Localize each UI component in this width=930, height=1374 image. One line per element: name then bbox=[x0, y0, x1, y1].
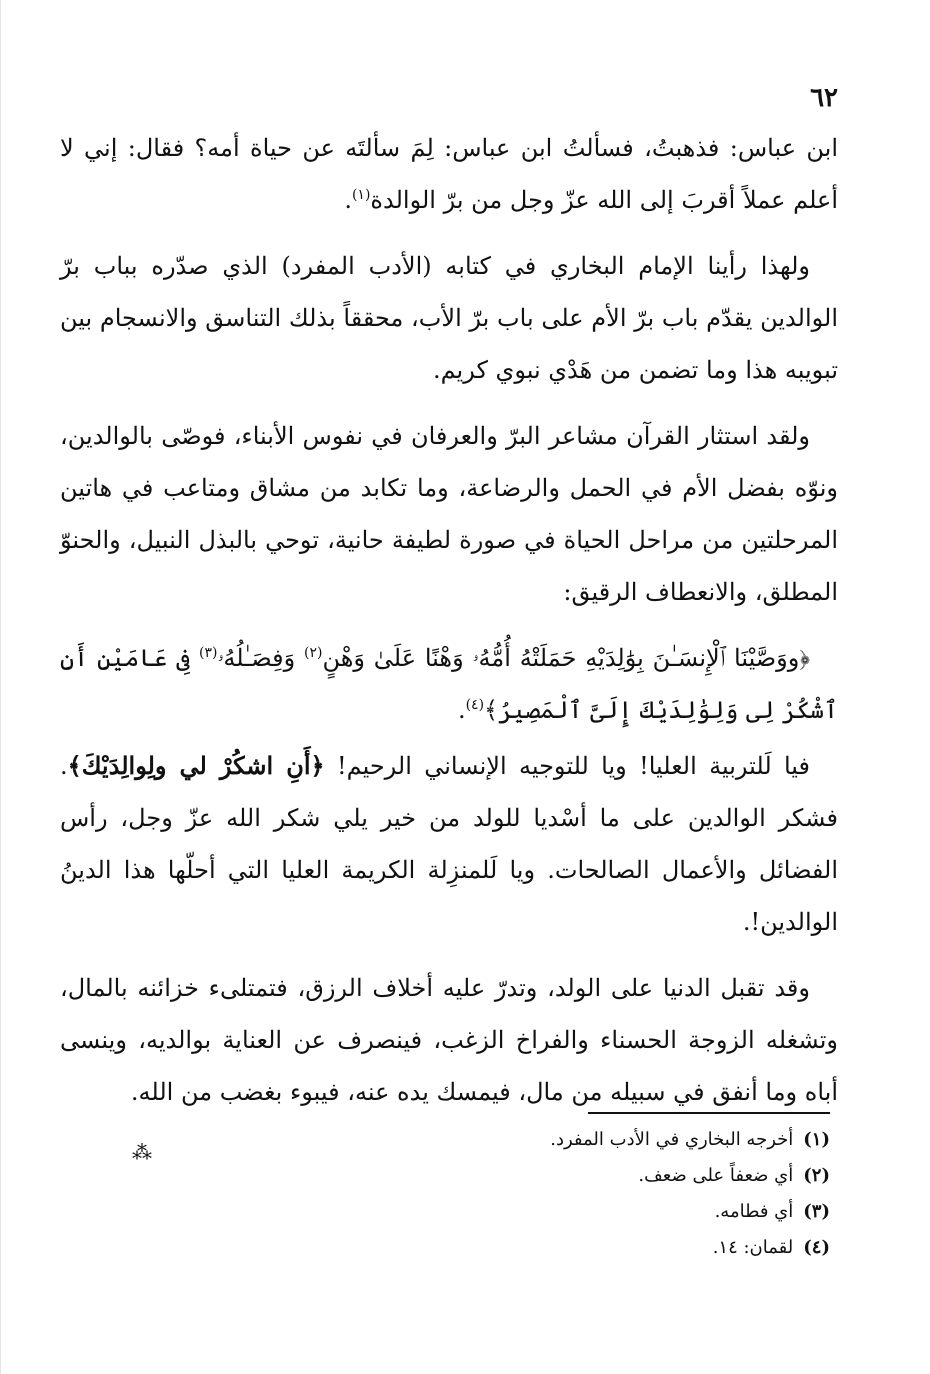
paragraph-1 bbox=[60, 122, 838, 226]
footnote-ref-4[interactable]: (٤) bbox=[465, 697, 485, 713]
footnote-number: (٣) bbox=[803, 1201, 830, 1222]
footnote-number: (٢) bbox=[803, 1165, 830, 1186]
footnote-ref-3[interactable]: (٣) bbox=[198, 645, 218, 661]
quran-verse-part-2: وَفِصَـٰلُهُۥ bbox=[217, 644, 296, 672]
paragraph-2 bbox=[60, 240, 838, 396]
paragraph-5 bbox=[60, 962, 838, 1118]
quran-verse-part-3: فِى عَامَيْنِ أَنِ ٱشْكُرْ لِى وَلِوَٰلِدَيْكَ إِلَىَّ ٱلْمَصِيرُ﴾ bbox=[60, 644, 838, 724]
footnote-number: (١) bbox=[803, 1129, 830, 1150]
quran-verse-tail: . bbox=[457, 696, 466, 724]
footnote-2 bbox=[440, 1158, 830, 1194]
paragraph-2-text: ولهذا رأينا الإمام البخاري في كتابه (الأدب المفرد) الذي صدّره بباب برّ الوالدين يقدّم باب برّ الأم على باب برّ الأب، محققاً بذلك التناسق والانسجام بين تبويبه هذا وما تضمن من هَدْي نبوي كريم. bbox=[60, 252, 838, 384]
footnote-number: (٤) bbox=[803, 1237, 830, 1258]
paragraph-4-rest: . فشكر الوالدين على ما أسْديا للولد من خير يلي شكر الله عزّ وجل، رأس الفضائل والأعمال الصالحات. ويا لَلمنزِلة الكريمة العليا التي أحلّها هذا الدينُ الوالدين!. bbox=[60, 752, 839, 936]
book-page bbox=[60, 80, 838, 1132]
paragraph-4-bold-quote: ﴿أَنِ اشكُرْ لي ولِوالِدَيْكَ﴾ bbox=[67, 751, 325, 780]
paragraph-5-text: وقد تقبل الدنيا على الولد، وتدرّ عليه أخلاف الرزق، فتمتلىء خزائنه بالمال، وتشغله الزوجة الحسناء والفراخ الزغب، فينصرف عن العناية بوالديه، وينسى أباه وما أنفق في سبيله من مال، فيمسك يده عنه، فيبوء بغضب من الله. bbox=[60, 974, 838, 1106]
footnotes bbox=[440, 1122, 830, 1266]
paragraph-1-text: ابن عباس: فذهبتُ، فسألتُ ابن عباس: لِمَ سألتَه عن حياة أمه؟ فقال: إني لا أعلم عملاً أقربَ إلى الله عزّ وجل من برّ الوالدة bbox=[60, 134, 838, 214]
asterism-ornament-icon: ⁂ bbox=[132, 1140, 152, 1164]
footnote-1 bbox=[440, 1122, 830, 1158]
paragraph-4-lead: فيا لَلتربية العليا! ويا للتوجيه الإنساني الرحيم! bbox=[336, 752, 810, 780]
footnote-ref-2[interactable]: (٢) bbox=[303, 645, 323, 661]
paragraph-3-text: ولقد استثار القرآن مشاعر البرّ والعرفان في نفوس الأبناء، فوصّى بالوالدين، ونوّه بفضل الأم في الحمل والرضاعة، وما تكابد من مشاق ومتاعب في هاتين المرحلتين من مراحل الحياة في صورة لطيفة حانية، توحي بالبذل النبيل، والحنوّ المطلق، والانعطاف الرقيق: bbox=[60, 422, 838, 606]
footnote-text: أي فطامه. bbox=[714, 1201, 794, 1222]
paragraph-4 bbox=[60, 740, 838, 948]
quran-verse-part-1: ﴿ووَصَّيْنَا ٱلْإِنسَـٰنَ بِوَٰلِدَيْهِ حَمَلَتْهُ أُمُّهُۥ وَهْنًا عَلَىٰ وَهْنٍ bbox=[322, 644, 810, 672]
page-number: ٦٢ bbox=[810, 83, 838, 113]
footnote-text: لقمان: ١٤. bbox=[712, 1237, 794, 1258]
footnote-ref-1[interactable]: (١) bbox=[351, 187, 371, 203]
quran-verse bbox=[60, 632, 838, 736]
footnote-text: أي ضعفاً على ضعف. bbox=[638, 1165, 794, 1186]
paragraph-3 bbox=[60, 410, 838, 618]
footnote-3 bbox=[440, 1194, 830, 1230]
footnote-divider bbox=[588, 1112, 830, 1114]
footnote-text: أخرجه البخاري في الأدب المفرد. bbox=[550, 1129, 794, 1150]
page-edge-line bbox=[0, 0, 1, 1374]
paragraph-1-tail: . bbox=[344, 186, 352, 214]
footnote-4 bbox=[440, 1230, 830, 1266]
